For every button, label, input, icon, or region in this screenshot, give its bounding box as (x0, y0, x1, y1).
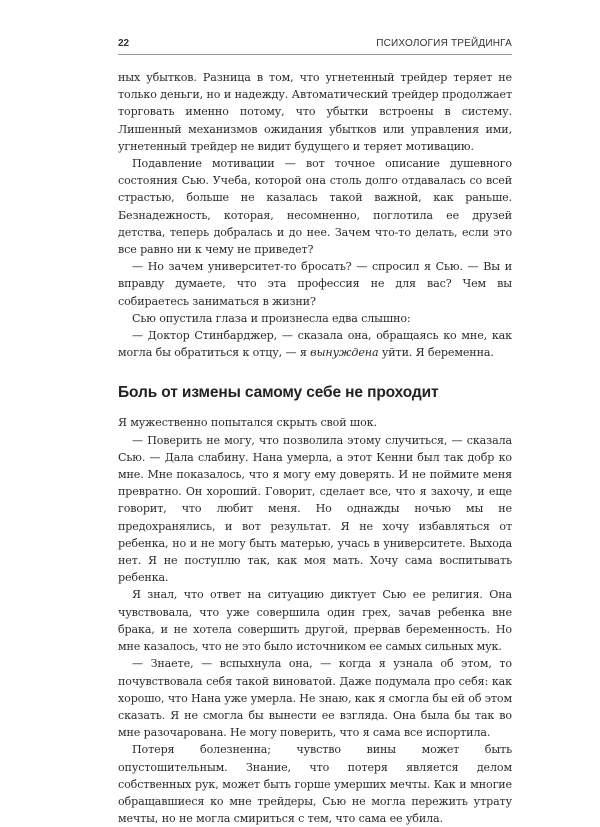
page-header (118, 34, 512, 52)
emphasis-text: вынуждена (310, 346, 379, 360)
paragraph (118, 327, 512, 361)
text-run: уйти. Я беременна. (378, 346, 494, 360)
paragraph: Подавление мотивации — вот точное описание душевного состояния Сью. Учеба, которой она столь долго отдавалась со всей страстью, больше не казалась такой важной, как раньше. Безнадежность, которая, несомненно, поглотила ее друзей детства, теперь добралась и до нее. Зачем что-то делать, если это все равно ни к чему не приведет? (118, 157, 512, 257)
page-body (118, 69, 512, 827)
paragraph: — Знаете, — вспыхнула она, — когда я узнала об этом, то почувствовала себя такой виноватой. Даже подумала про себя: как хорошо, что Нана уже умерла. Не знаю, как я смогла бы ей об этом сказать. Я не смогла бы вынести ее взгляда. Она была бы так во мне разочарована. Не могу поверить, что я сама все испортила. (118, 657, 512, 740)
paragraph: — Но зачем университет-то бросать? — спросил я Сью. — Вы и вправду думаете, что эта профессия не для вас? Чем вы собираетесь заниматься в жизни? (118, 260, 512, 308)
running-title: ПСИХОЛОГИЯ ТРЕЙДИНГА (376, 37, 512, 49)
paragraph: Сью опустила глаза и произнесла едва слышно: (132, 311, 411, 325)
section-heading: Боль от измены самому себе не проходит (118, 384, 439, 402)
paragraph: — Поверить не могу, что позволила этому случиться, — сказала Сью. — Дала слабину. Нана умерла, а этот Кенни был так добр ко мне. Мне показалось, что я могу ему доверять. И не поймите меня превратно. Он хороший. Говорит, сделает все, что я захочу, и еще говорит, что любит меня. Но однажды ночью мы не предохранялись, и вот результат. Я не хочу избавляться от ребенка, но и не могу быть матерью, учась в университете. Выхода нет. Я не поступлю так, как моя мать. Хочу сама воспитывать ребенка. (118, 433, 512, 585)
paragraph: Я мужественно попытался скрыть свой шок. (118, 416, 377, 430)
paragraph: Потеря болезненна; чувство вины может быть опустошительным. Знание, что потеря является делом собственных рук, может быть горше умерших мечты. Как и многие обращавшиеся ко мне трейдеры, Сью не могла пережить утрату мечты, но не могла смириться с тем, что сама ее убила. (118, 743, 512, 826)
text-run: — Доктор Стинбарджер, — сказала она, обращаясь ко мне, как могла бы обратиться к отцу, — я (118, 329, 512, 360)
paragraph: Я знал, что ответ на ситуацию диктует Сью ее религия. Она чувствовала, что уже совершила один грех, зачав ребенка вне брака, и не хотела совершить другой, прервав беременность. Но мне казалось, что не это было источником ее самых сильных мук. (118, 588, 512, 654)
paragraph: ных убытков. Разница в том, что угнетенный трейдер теряет не только деньги, но и надежду. Автоматический трейдер продолжает торговать именно потому, что убытки встроены в систему. Лишенный механизмов ожидания убытков или управления ими, угнетенный трейдер не видит будущего и теряет мотивацию. (118, 71, 512, 153)
page-number: 22 (118, 37, 130, 49)
header-divider (118, 54, 512, 55)
